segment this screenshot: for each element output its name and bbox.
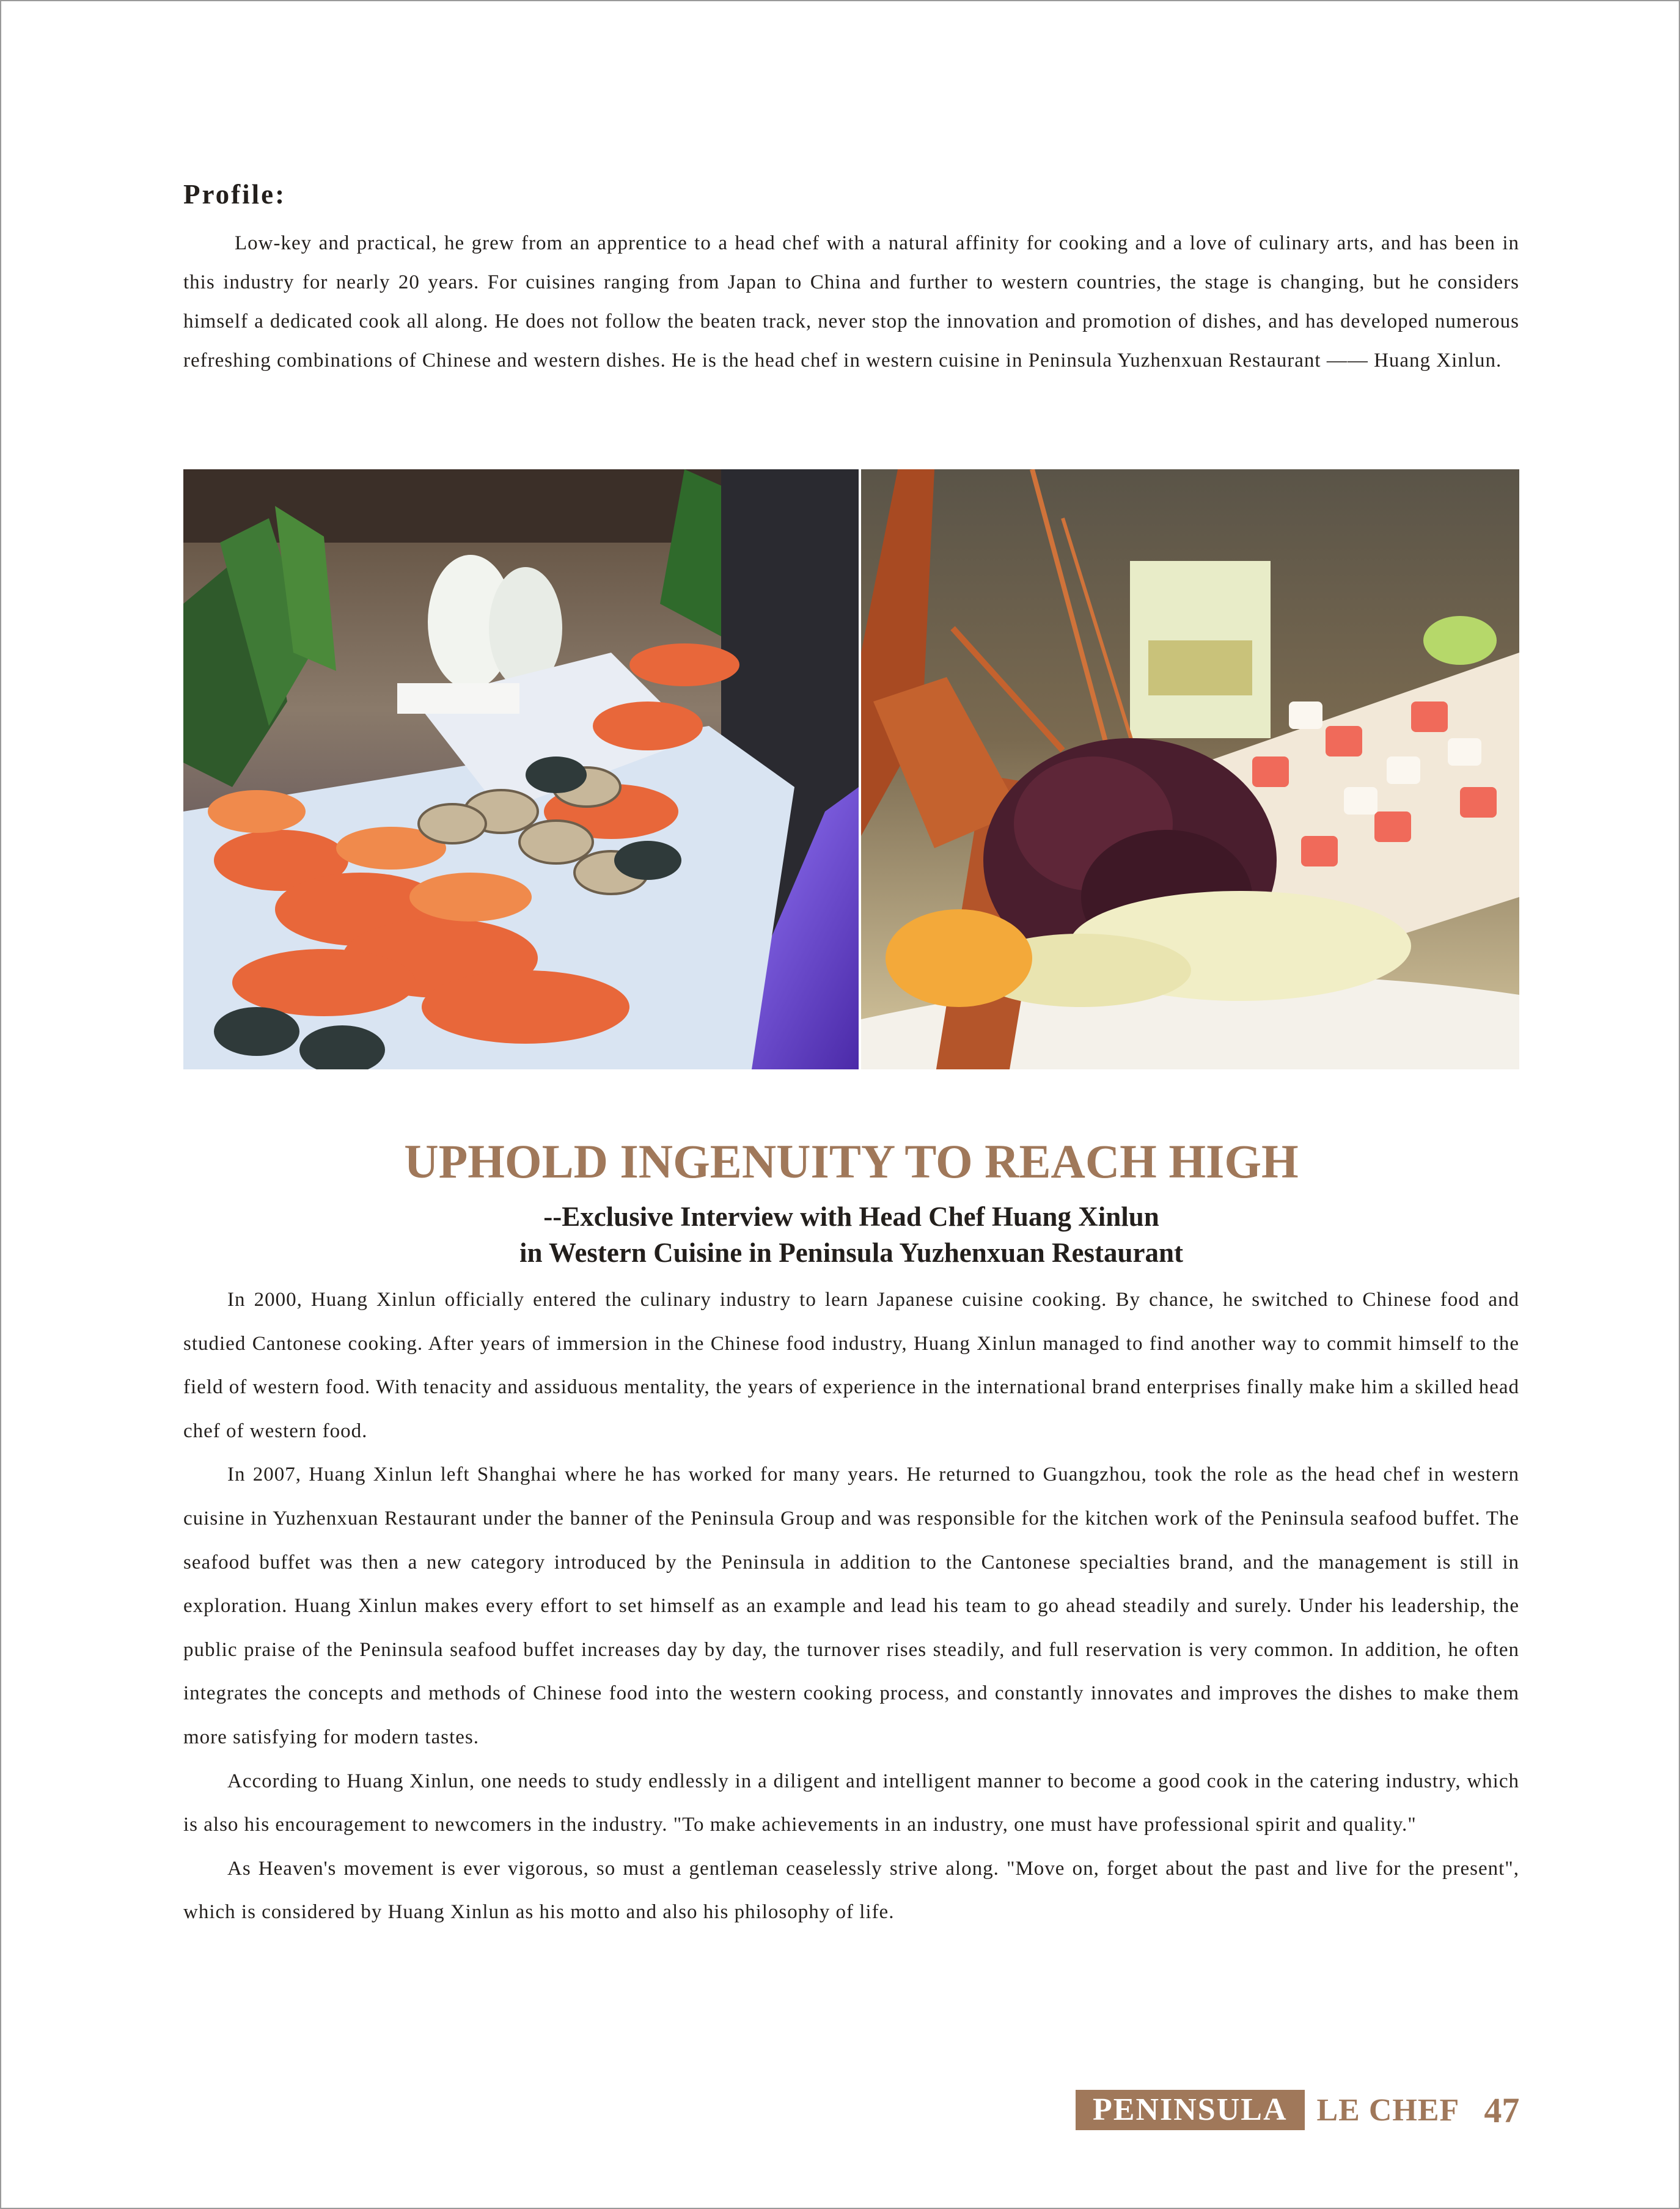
lobster-fruit-salad-photo [861,469,1519,1069]
article-subtitle-line-2: in Western Cuisine in Peninsula Yuzhenxuan Restaurant [519,1237,1184,1268]
article-paragraph: According to Huang Xinlun, one needs to study endlessly in a diligent and intelligent manner to become a good cook in the catering industry, which is also his encouragement to newcomers in the industry. "To make achievements in an industry, one must have professional spirit and quality." [183,1770,1519,1836]
profile-heading: Profile: [183,179,287,210]
article-headline: UPHOLD INGENUITY TO REACH HIGH [404,1135,1299,1188]
article-subtitle-line-1: --Exclusive Interview with Head Chef Huang Xinlun [543,1201,1159,1232]
article-paragraph: In 2007, Huang Xinlun left Shanghai where he has worked for many years. He returned to Guangzhou, took the role as the head chef in western cuisine in Yuzhenxuan Restaurant under the banner of the Peninsula Group and was responsible for the kitchen work of the Peninsula seafood buffet. The seafood buffet was then a new category introduced by the Peninsula in addition to the Cantonese specialties brand, and the management is still in exploration. Huang Xinlun makes every effort to set himself as an example and lead his team to go ahead steadily and surely. Under his leadership, the public praise of the Peninsula seafood buffet increases day by day, the turnover rises steadily, and full reservation is very common. In addition, he often integrates the concepts and methods of Chinese food into the western cooking process, and constantly innovates and improves the dishes to make them more satisfying for modern tastes. [183,1464,1519,1748]
page-number: 47 [1484,2090,1520,2130]
article-paragraph: In 2000, Huang Xinlun officially entered the culinary industry to learn Japanese cuisine cooking. By chance, he switched to Chinese food and studied Cantonese cooking. After years of immersion in the Chinese food industry, Huang Xinlun managed to find another way to commit himself to the field of western food. With tenacity and assiduous mentality, the years of experience in the international brand enterprises finally make him a skilled head chef of western food. [183,1289,1519,1442]
footer-section: LE CHEF [1316,2092,1460,2128]
seafood-buffet-photo [183,469,859,1069]
page-footer [1076,2090,1519,2130]
profile-text [183,224,1519,380]
article-body [183,1278,1519,1935]
footer-brand: PENINSULA [1076,2090,1305,2130]
article-paragraph: As Heaven's movement is ever vigorous, so must a gentleman ceaselessly strive along. "Move on, forget about the past and live for the present", which is considered by Huang Xinlun as his motto and also his philosophy of life. [183,1857,1519,1924]
profile-paragraph: Low-key and practical, he grew from an apprentice to a head chef with a natural affinity for cooking and a love of culinary arts, and has been in this industry for nearly 20 years. For cuisines ranging from Japan to China and further to western countries, the stage is changing, but he considers himself a dedicated cook all along. He does not follow the beaten track, never stop the innovation and promotion of dishes, and has developed numerous refreshing combinations of Chinese and western dishes. He is the head chef in western cuisine in Peninsula Yuzhenxuan Restaurant —— Huang Xinlun. [183,232,1519,372]
